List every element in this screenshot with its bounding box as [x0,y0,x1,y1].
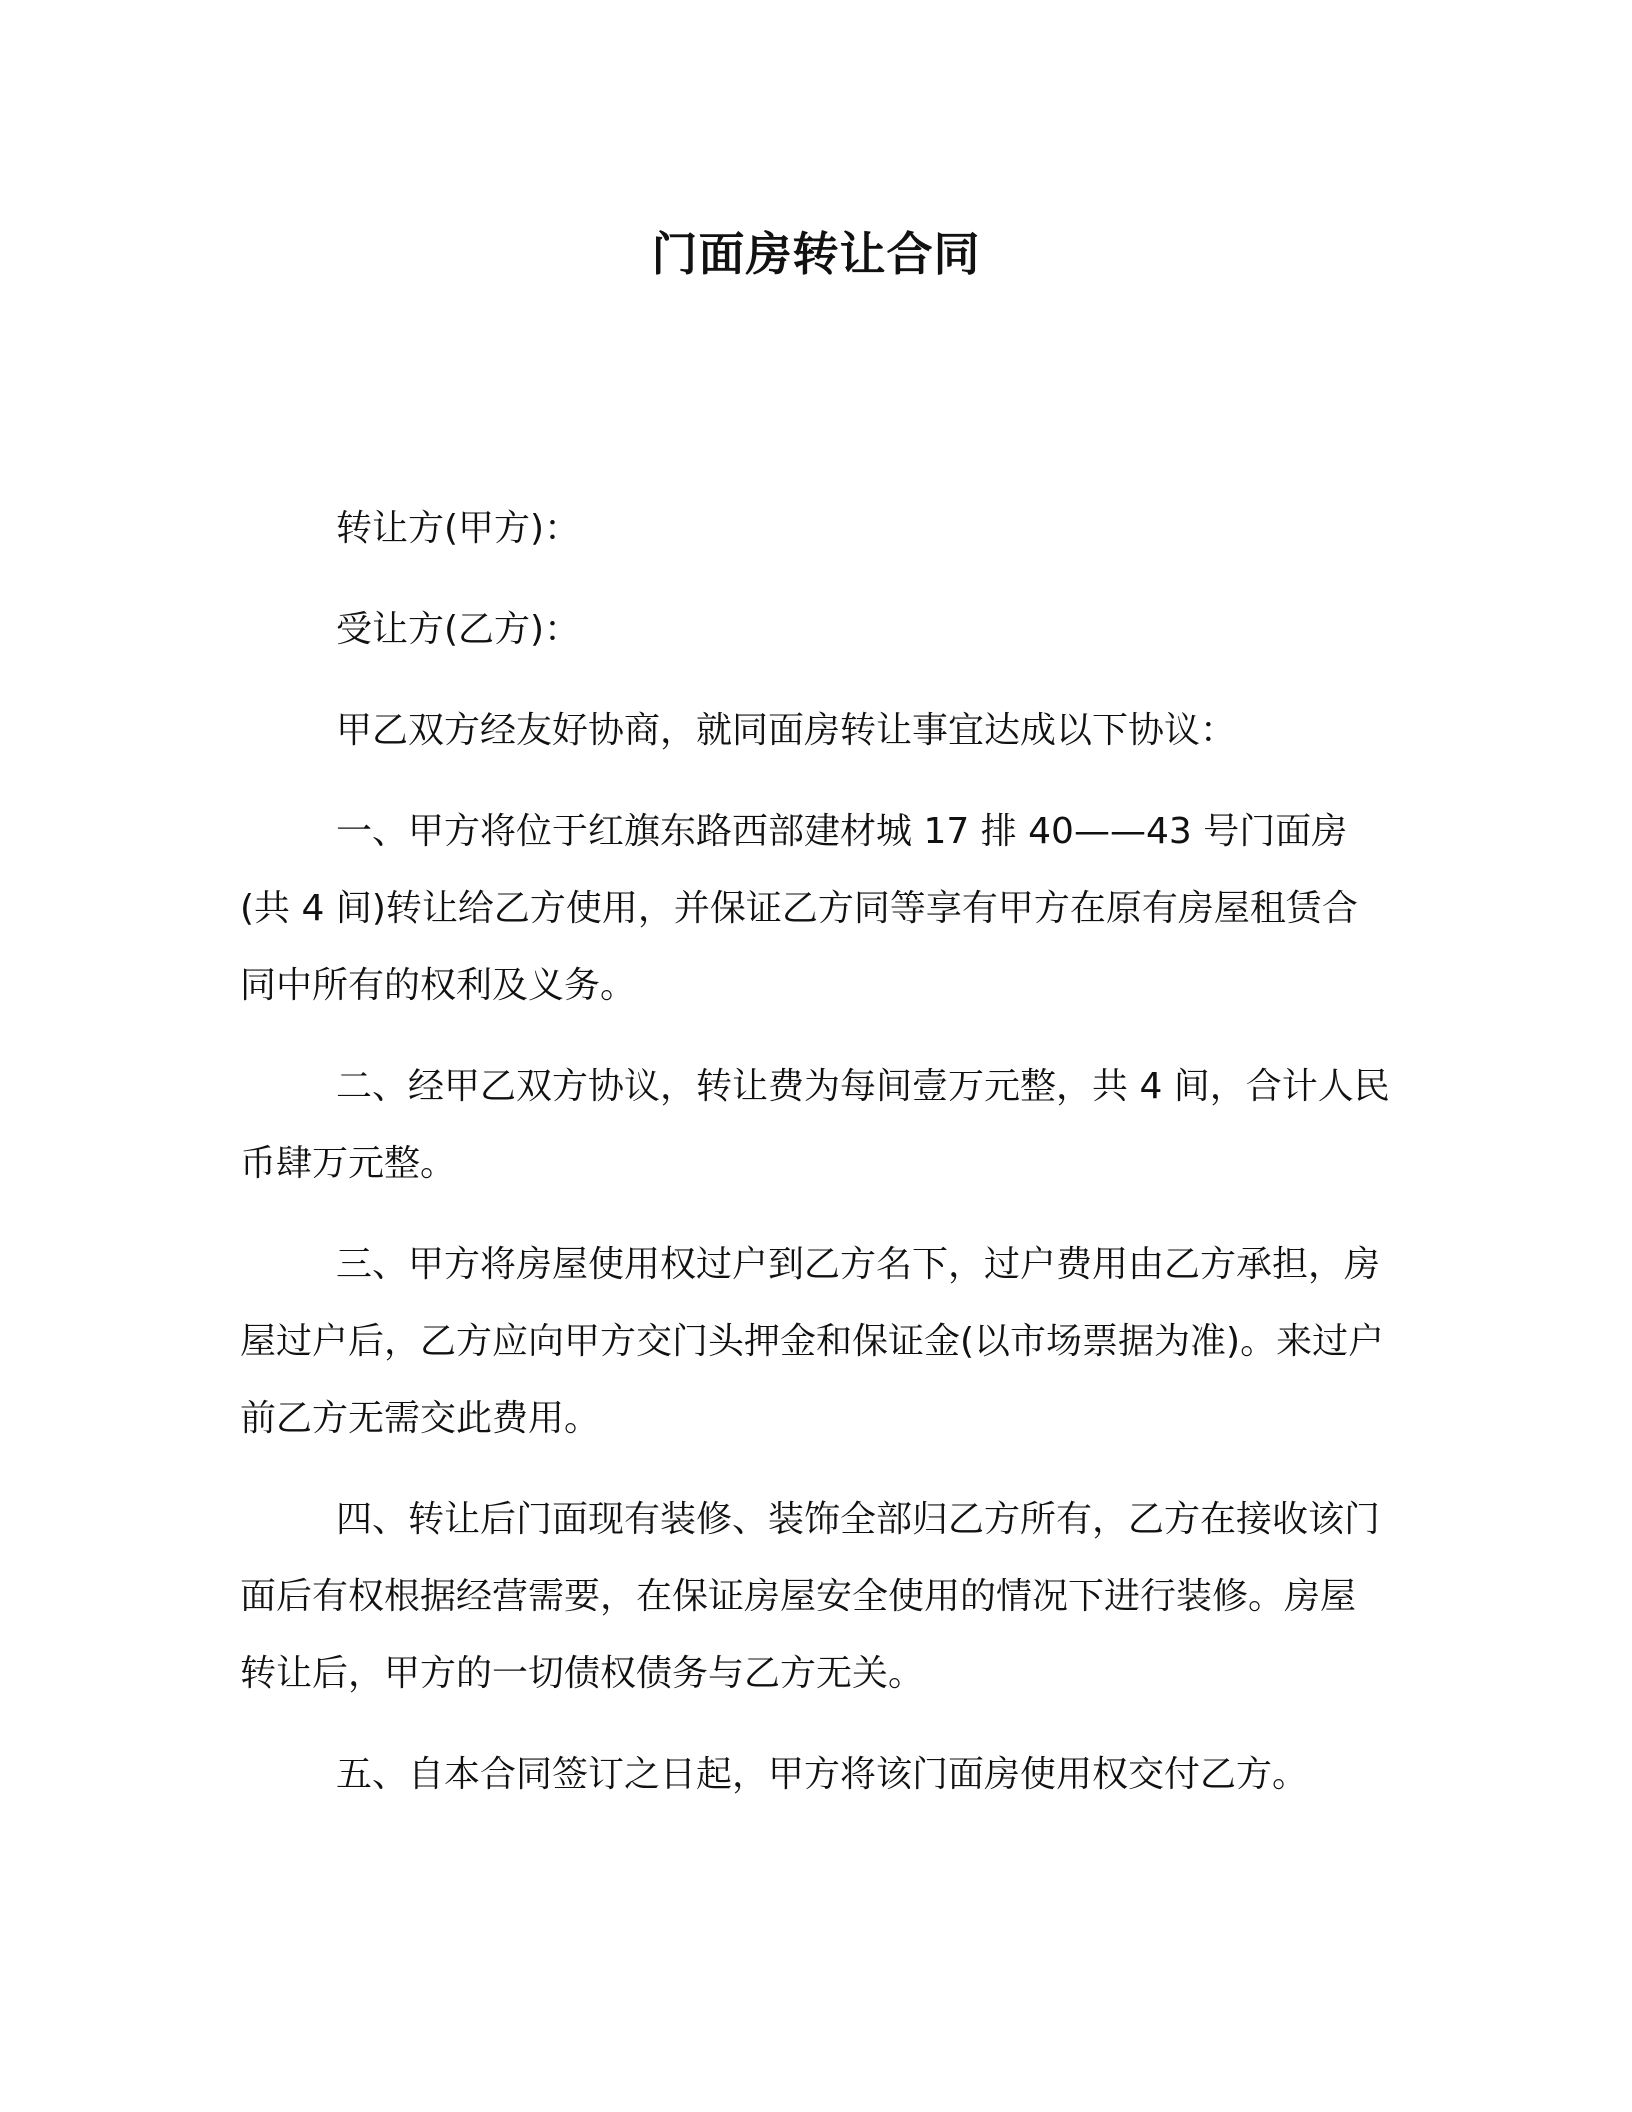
clause-4: 四、转让后门面现有装修、装饰全部归乙方所有，乙方在接收该门面后有权根据经营需要，在保证房屋安全使用的情况下进行装修。房屋转让后，甲方的一切债权债务与乙方无关。 [240,1499,1381,1694]
contract-body [240,490,1390,1837]
transferor-field: 转让方(甲方)： [336,508,581,549]
clause-1: 一、甲方将位于红旗东路西部建材城 17 排 40——43 号门面房(共 4 间)转让给乙方使用，并保证乙方同等享有甲方在原有房屋租赁合同中所有的权利及义务。 [240,811,1358,1006]
transferee-field: 受让方(乙方)： [336,609,581,650]
document-title: 门面房转让合同 [651,227,981,281]
clause-3: 三、甲方将房屋使用权过户到乙方名下，过户费用由乙方承担，房屋过户后，乙方应向甲方交门头押金和保证金(以市场票据为准)。来过户前乙方无需交此费用。 [240,1244,1385,1439]
clause-5: 五、自本合同签订之日起，甲方将该门面房使用权交付乙方。 [336,1754,1309,1795]
clause-2: 二、经甲乙双方协议，转让费为每间壹万元整，共 4 间，合计人民币肆万元整。 [240,1066,1390,1184]
intro-paragraph: 甲乙双方经友好协商，就同面房转让事宜达成以下协议： [336,710,1237,751]
